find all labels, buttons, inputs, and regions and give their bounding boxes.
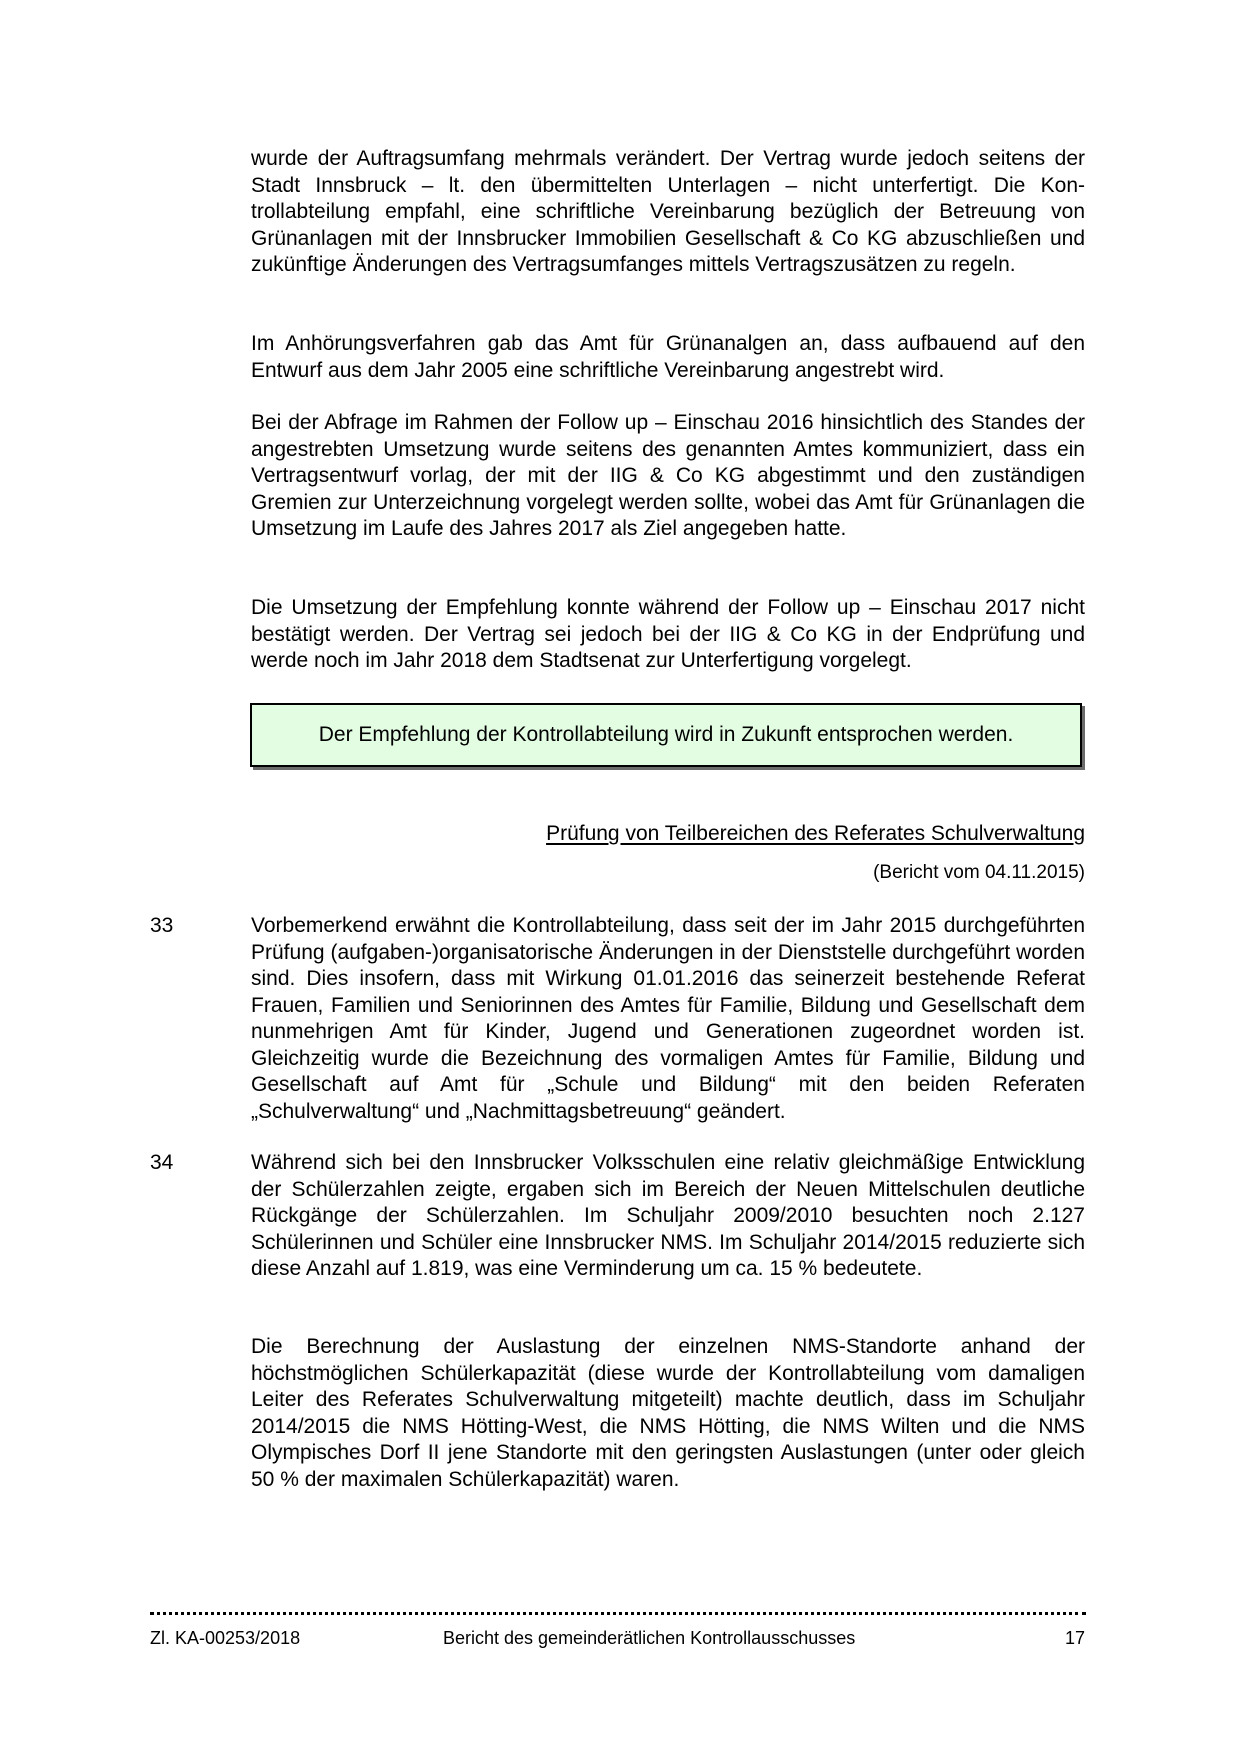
page-number: 17	[1064, 1628, 1085, 1648]
recommendation-callout	[250, 703, 1082, 767]
paragraph-contract-scope: wurde der Auftragsumfang mehrmals verändert. Der Vertrag wurde jedoch seitens der Stadt Innsbruck – lt. den übermittelten Unterlagen – nicht unterfertigt. Die Kontrollabteilung empfahl, eine schriftliche Vereinbarung bezüglich der Betreuung von Grünanlagen mit der Innsbrucker Immobilien Gesellschaft & Co KG abzuschließen und zukünftige Änderungen des Vertragsumfanges mittels Vertragszusätzen zu regeln.	[251, 147, 1085, 276]
paragraph-nms-capacity: Die Berechnung der Auslastung der einzelnen NMS-Standorte anhand der höchstmöglichen Schülerkapazität (diese wurde der Kontrollabteilung vom damaligen Leiter des Referates Schulverwaltung mitgeteilt) machte deutlich, dass im Schuljahr 2014/2015 die NMS Hötting-West, die NMS Hötting, die NMS Wilten und die NMS Olympisches Dorf II jene Standorte mit den geringsten Auslastungen (unter oder gleich 50 % der maximalen Schülerkapazität) waren.	[251, 1335, 1085, 1491]
item-number: 34	[150, 1151, 174, 1174]
item-number: 33	[150, 914, 174, 937]
item-34	[150, 1150, 1085, 1283]
recommendation-text: Der Empfehlung der Kontrollabteilung wird in Zukunft entsprochen werden.	[318, 723, 1014, 746]
paragraph-followup-2017: Die Umsetzung der Empfehlung konnte während der Follow up – Einschau 2017 nicht bestätigt werden. Der Vertrag sei jedoch bei der IIG & Co KG in der Endprüfung und werde noch im Jahr 2018 dem Stadtsenat zur Unterfertigung vorgelegt.	[251, 596, 1085, 672]
paragraph-hearing: Im Anhörungsverfahren gab das Amt für Grünanalgen an, dass aufbauend auf den Entwurf aus dem Jahr 2005 eine schriftliche Vereinbarung angestrebt wird.	[251, 332, 1085, 382]
item-text: Während sich bei den Innsbrucker Volksschulen eine relativ gleichmäßige Entwicklung der Schülerzahlen zeigte, ergaben sich im Bereich der Neuen Mittelschulen deutliche Rückgänge der Schülerzahlen. Im Schuljahr 2009/2010 besuchten noch 2.127 Schülerinnen und Schüler eine Innsbrucker NMS. Im Schuljahr 2014/2015 reduzierte sich diese Anzahl auf 1.819, was eine Verminderung um ca. 15 % bedeutete.	[251, 1151, 1085, 1280]
item-text: Vorbemerkend erwähnt die Kontrollabteilung, dass seit der im Jahr 2015 durchgeführten Prüfung (aufgaben-)organisatorische Änderungen in der Dienststelle durchgeführt worden sind. Dies insofern, dass mit Wirkung 01.01.2016 das seinerzeit bestehende Referat Frauen, Familien und Seniorinnen des Amtes für Familie, Bildung und Gesellschaft dem nunmehrigen Amt für Kinder, Jugend und Generationen zugeordnet worden ist. Gleichzeitig wurde die Bezeichnung des vormaligen Amtes für Familie, Bildung und Gesellschaft auf Amt für „Schule und Bildung“ mit den beiden Referaten „Schulverwaltung“ und „Nachmittagsbetreuung“ geändert.	[251, 914, 1085, 1123]
footer-reference: Zl. KA-00253/2018	[150, 1628, 301, 1648]
footer-divider	[150, 1612, 1086, 1615]
report-date: (Bericht vom 04.11.2015)	[873, 862, 1085, 883]
paragraph-followup-2016: Bei der Abfrage im Rahmen der Follow up – Einschau 2016 hinsichtlich des Standes der angestrebten Umsetzung wurde seitens des genannten Amtes kommuniziert, dass ein Vertragsentwurf vorlag, der mit der IIG & Co KG abgestimmt und den zuständigen Gremien zur Unterzeichnung vorgelegt werden sollte, wobei das Amt für Grünanlagen die Umsetzung im Laufe des Jahres 2017 als Ziel angegeben hatte.	[251, 411, 1085, 540]
section-title: Prüfung von Teilbereichen des Referates Schulverwaltung	[546, 822, 1085, 845]
footer-title: Bericht des gemeinderätlichen Kontrollausschusses	[443, 1628, 856, 1648]
item-33	[150, 913, 1085, 1125]
